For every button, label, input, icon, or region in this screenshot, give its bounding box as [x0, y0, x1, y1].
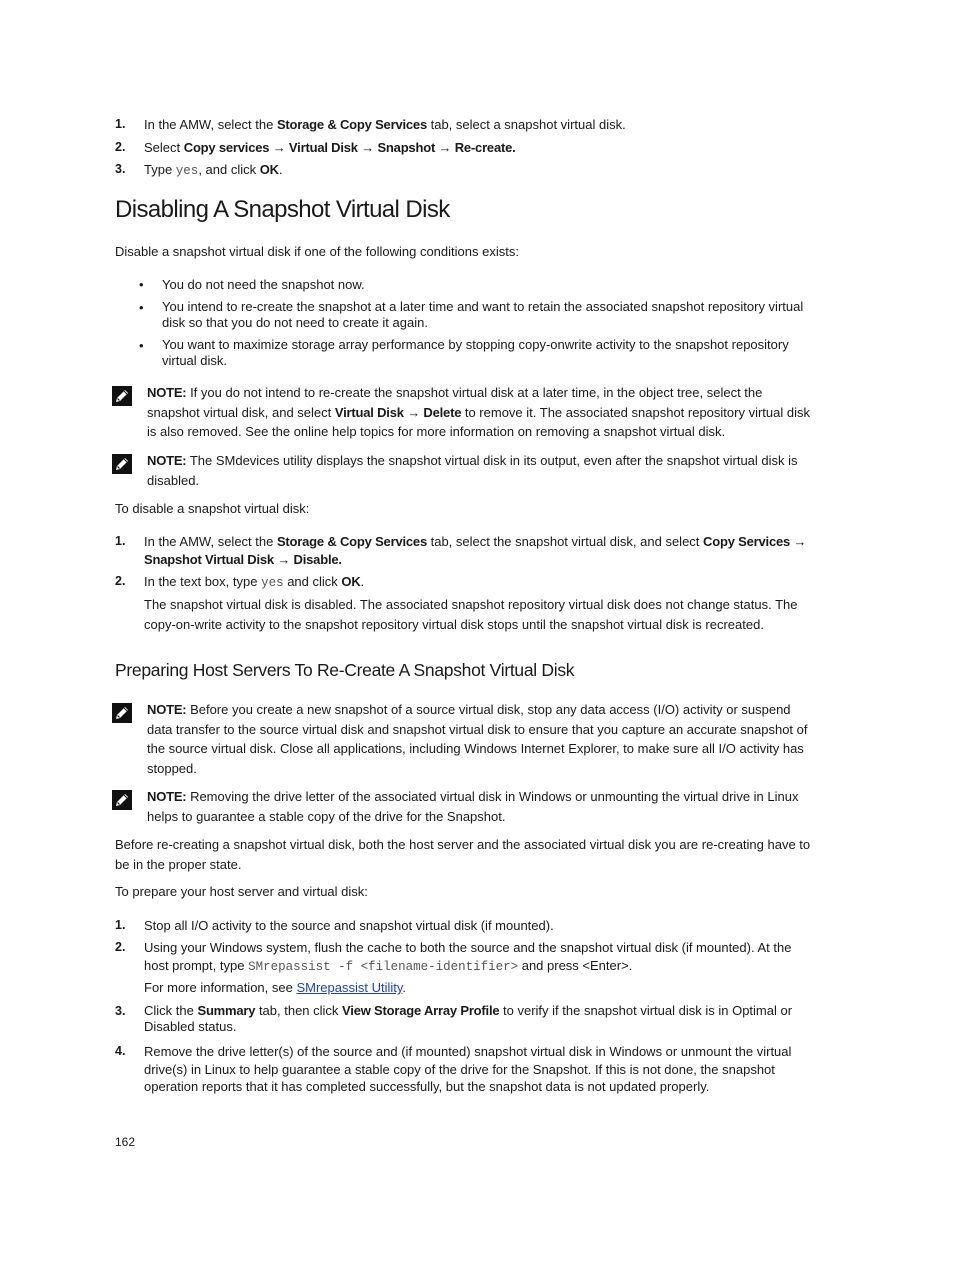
- note-box: [147, 787, 812, 826]
- step-more-info: [144, 979, 814, 996]
- paragraph: To prepare your host server and virtual disk:: [115, 884, 368, 899]
- list-item: [144, 161, 814, 180]
- note-text: Before you create a new snapshot of a source virtual disk, stop any data access (I/O) activity or suspend data transfer to the source virtual disk and snapshot virtual disk to ensure that you capture an accurate snapshot of the source virtual disk. Close all applications, including Windows Internet Explorer, to make sure all I/O activity has stopped.: [147, 702, 808, 776]
- list-item: [144, 533, 814, 569]
- note-text: Removing the drive letter of the associated virtual disk in Windows or unmounting the virtual drive in Linux helps to guarantee a stable copy of the drive for the Snapshot.: [147, 789, 799, 824]
- note-label: NOTE:: [147, 453, 187, 468]
- note-ui-term: Virtual Disk → Delete: [334, 404, 462, 420]
- step-ui-term: Storage & Copy Services: [276, 117, 427, 132]
- step-text: In the AMW, select the: [144, 117, 277, 132]
- section-heading: Disabling A Snapshot Virtual Disk: [115, 196, 450, 223]
- step-text: tab, select a snapshot virtual disk.: [426, 117, 626, 132]
- bullet-dot: •: [139, 277, 144, 292]
- note-label: NOTE:: [147, 385, 187, 400]
- list-item: [144, 116, 814, 133]
- list-item: [144, 139, 814, 156]
- page-number: 162: [115, 1135, 136, 1149]
- list-item: You do not need the snapshot now.: [162, 277, 365, 292]
- step-ui-term: View Storage Array Profile: [342, 1003, 500, 1018]
- pencil-note-icon: [112, 386, 132, 406]
- step-text: In the AMW, select the: [144, 534, 277, 549]
- step-number: 3.: [115, 1004, 126, 1018]
- step-number: 1.: [115, 534, 126, 548]
- list-item: You intend to re-create the snapshot at a later time and want to retain the associated snapshot repository virtual disk so that you do not need to create it again.: [162, 299, 804, 330]
- list-item: Remove the drive letter(s) of the source and (if mounted) snapshot virtual disk in Windows or unmount the virtual drive(s) in Linux to help guarantee a stable copy of the drive for the Snapshot. If this is not done, the snapshot operation reports that it has completed successfully, but the snapshot data is not updated properly.: [144, 1044, 792, 1094]
- note-box: [147, 700, 812, 778]
- step-text: tab, then click: [255, 1003, 343, 1018]
- step-number: 3.: [115, 162, 126, 176]
- step-number: 1.: [115, 918, 126, 932]
- step-code: yes: [261, 576, 284, 590]
- step-ui-term: Snapshot Virtual Disk → Disable.: [144, 552, 342, 567]
- bullet-dot: •: [139, 338, 144, 353]
- note-text: If you do not intend to re-create the snapshot virtual disk at a later time, in the object tree, select the snapshot virtual disk, and select: [147, 385, 763, 420]
- note-label: NOTE:: [147, 702, 187, 717]
- step-text: tab, select the snapshot virtual disk, and select: [426, 534, 704, 549]
- list-item: You want to maximize storage array performance by stopping copy-onwrite activity to the snapshot repository virtual disk.: [162, 337, 789, 368]
- note-box: [147, 451, 812, 490]
- pencil-note-icon: [112, 454, 132, 474]
- step-text: Select: [144, 140, 184, 155]
- step-number: 1.: [115, 117, 126, 131]
- step-text: Type: [144, 162, 176, 177]
- smrepassist-utility-link[interactable]: SMrepassist Utility: [296, 980, 403, 995]
- list-item: [144, 573, 814, 592]
- note-label: NOTE:: [147, 789, 187, 804]
- paragraph: Disable a snapshot virtual disk if one of the following conditions exists:: [115, 244, 519, 259]
- step-text: In the text box, type: [144, 574, 262, 589]
- list-item: [144, 939, 814, 976]
- bullet-dot: •: [139, 300, 144, 315]
- note-text: to remove it. The associated snapshot repository virtual disk is also removed. See the online help topics for more information on removing a snapshot virtual disk.: [147, 404, 810, 439]
- step-text: , and click: [198, 162, 260, 177]
- step-text: .: [360, 574, 365, 589]
- step-text: and click: [283, 574, 342, 589]
- step-number: 2.: [115, 940, 126, 954]
- paragraph: Before re-creating a snapshot virtual disk, both the host server and the associated virtual disk you are re-creating have to be in the proper state.: [115, 837, 811, 872]
- step-number: 4.: [115, 1044, 126, 1058]
- pencil-note-icon: [112, 703, 132, 723]
- step-ui-term: OK: [341, 574, 361, 589]
- step-result: The snapshot virtual disk is disabled. The associated snapshot repository virtual disk does not change status. The copy-on-write activity to the snapshot repository virtual disk stops until the snapshot virtual disk is recreated.: [144, 597, 798, 632]
- note-text: The SMdevices utility displays the snapshot virtual disk in its output, even after the snapshot virtual disk is disabled.: [147, 453, 798, 488]
- list-item: [144, 1003, 814, 1035]
- step-number: 2.: [115, 574, 126, 588]
- subsection-heading: Preparing Host Servers To Re-Create A Snapshot Virtual Disk: [115, 660, 575, 680]
- step-text: to verify if the snapshot virtual disk is in Optimal or Disabled status.: [144, 1003, 793, 1034]
- step-ui-term: Summary: [197, 1003, 256, 1018]
- step-text: .: [278, 162, 283, 177]
- step-text: .: [402, 980, 407, 995]
- step-text: For more information, see: [144, 980, 297, 995]
- step-code: yes: [175, 164, 199, 178]
- step-number: 2.: [115, 140, 126, 154]
- list-item: Stop all I/O activity to the source and snapshot virtual disk (if mounted).: [144, 918, 554, 933]
- step-ui-term: Copy services → Virtual Disk → Snapshot → Re-create.: [183, 140, 516, 155]
- step-text: Using your Windows system, flush the cache to both the source and the snapshot virtual disk (if mounted). At the: [144, 940, 792, 955]
- note-box: [147, 383, 812, 442]
- pencil-note-icon: [112, 790, 132, 810]
- step-text: and press <Enter>.: [518, 958, 633, 973]
- step-code: SMrepassist -f <filename-identifier>: [248, 960, 519, 974]
- step-text: Click the: [144, 1003, 198, 1018]
- step-text: host prompt, type: [144, 958, 249, 973]
- step-ui-term: OK: [259, 162, 279, 177]
- paragraph: To disable a snapshot virtual disk:: [115, 501, 310, 516]
- step-ui-term: Copy Services →: [703, 534, 807, 549]
- step-ui-term: Storage & Copy Services: [276, 534, 427, 549]
